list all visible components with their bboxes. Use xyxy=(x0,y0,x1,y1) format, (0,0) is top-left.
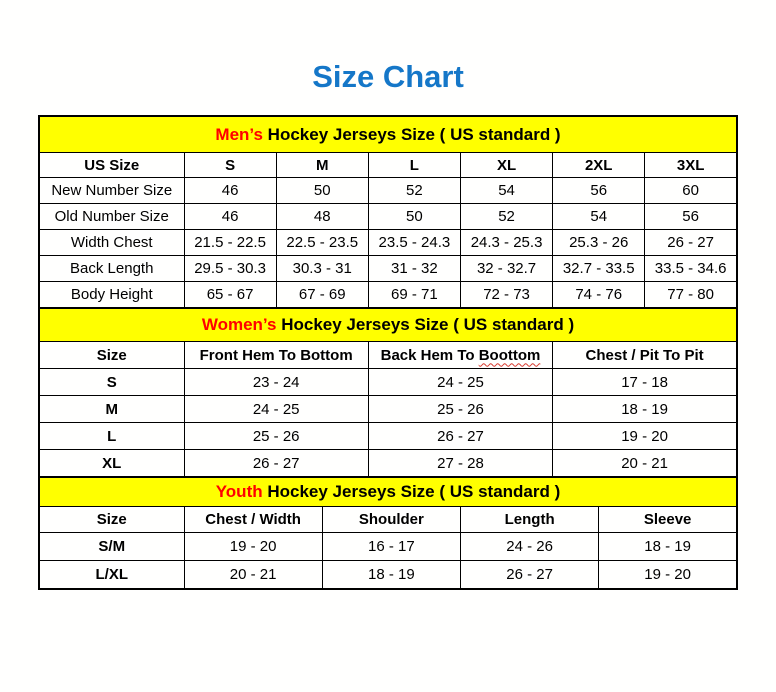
table-row xyxy=(39,450,737,478)
table-row xyxy=(39,561,737,590)
size-value-cell: 22.5 - 23.5 xyxy=(276,230,368,256)
size-value-cell: 32 - 32.7 xyxy=(460,256,552,282)
table-row xyxy=(39,369,737,396)
section-heading-text: Hockey Jerseys Size ( US standard ) xyxy=(276,315,575,334)
size-value-cell: 67 - 69 xyxy=(276,282,368,309)
column-header: Sleeve xyxy=(599,507,737,533)
size-value-cell: 27 - 28 xyxy=(368,450,552,478)
section-name-highlight: Men’s xyxy=(215,124,263,144)
column-header: 2XL xyxy=(553,153,645,178)
size-value-cell: 24.3 - 25.3 xyxy=(460,230,552,256)
size-value-cell: 19 - 20 xyxy=(599,561,737,590)
size-value-cell: 29.5 - 30.3 xyxy=(184,256,276,282)
size-value-cell: 26 - 27 xyxy=(368,423,552,450)
size-value-cell: 74 - 76 xyxy=(553,282,645,309)
row-label: S/M xyxy=(39,533,184,561)
size-value-cell: 26 - 27 xyxy=(645,230,737,256)
row-label: Width Chest xyxy=(39,230,184,256)
column-header: Size xyxy=(39,507,184,533)
size-value-cell: 52 xyxy=(460,204,552,230)
section-heading-text: Hockey Jerseys Size ( US standard ) xyxy=(262,124,561,144)
size-value-cell: 72 - 73 xyxy=(460,282,552,309)
size-value-cell: 30.3 - 31 xyxy=(276,256,368,282)
size-value-cell: 50 xyxy=(276,178,368,204)
column-header: US Size xyxy=(39,153,184,178)
size-value-cell: 31 - 32 xyxy=(368,256,460,282)
size-table-women xyxy=(38,307,738,478)
section-name-highlight: Youth xyxy=(215,482,263,501)
size-value-cell: 52 xyxy=(368,178,460,204)
section-banner-women xyxy=(39,308,737,342)
size-value-cell: 25 - 26 xyxy=(184,423,368,450)
row-label: Back Length xyxy=(39,256,184,282)
row-label: M xyxy=(39,396,184,423)
column-header: 3XL xyxy=(645,153,737,178)
table-row xyxy=(39,423,737,450)
size-value-cell: 18 - 19 xyxy=(553,396,737,423)
column-header xyxy=(368,342,552,369)
size-value-cell: 18 - 19 xyxy=(599,533,737,561)
size-value-cell: 56 xyxy=(645,204,737,230)
section-heading-text: Hockey Jerseys Size ( US standard ) xyxy=(262,482,561,501)
size-value-cell: 24 - 26 xyxy=(461,533,599,561)
size-value-cell: 54 xyxy=(553,204,645,230)
size-value-cell: 24 - 25 xyxy=(184,396,368,423)
size-value-cell: 46 xyxy=(184,204,276,230)
size-table-youth xyxy=(38,476,738,590)
section-name-highlight: Women’s xyxy=(201,315,277,334)
table-row xyxy=(39,230,737,256)
row-label: New Number Size xyxy=(39,178,184,204)
size-value-cell: 17 - 18 xyxy=(553,369,737,396)
size-value-cell: 23.5 - 24.3 xyxy=(368,230,460,256)
column-header-text: Back Hem To xyxy=(380,346,479,364)
column-header: M xyxy=(276,153,368,178)
size-value-cell: 60 xyxy=(645,178,737,204)
misspelled-word: Boottom xyxy=(478,346,541,364)
column-header: L xyxy=(368,153,460,178)
table-row xyxy=(39,256,737,282)
section-banner-men xyxy=(39,116,737,153)
column-header: Chest / Width xyxy=(184,507,322,533)
column-header: XL xyxy=(460,153,552,178)
column-header: S xyxy=(184,153,276,178)
size-value-cell: 25 - 26 xyxy=(368,396,552,423)
size-value-cell: 32.7 - 33.5 xyxy=(553,256,645,282)
size-table-men xyxy=(38,115,738,309)
size-value-cell: 19 - 20 xyxy=(184,533,322,561)
size-chart-tables xyxy=(38,115,738,590)
size-value-cell: 20 - 21 xyxy=(553,450,737,478)
table-row xyxy=(39,282,737,309)
table-row xyxy=(39,396,737,423)
column-header: Chest / Pit To Pit xyxy=(553,342,737,369)
size-value-cell: 46 xyxy=(184,178,276,204)
row-label: L xyxy=(39,423,184,450)
size-value-cell: 65 - 67 xyxy=(184,282,276,309)
size-value-cell: 54 xyxy=(460,178,552,204)
size-value-cell: 18 - 19 xyxy=(322,561,460,590)
size-value-cell: 26 - 27 xyxy=(461,561,599,590)
size-value-cell: 19 - 20 xyxy=(553,423,737,450)
row-label: L/XL xyxy=(39,561,184,590)
column-header: Size xyxy=(39,342,184,369)
size-value-cell: 23 - 24 xyxy=(184,369,368,396)
table-row xyxy=(39,533,737,561)
row-label: Old Number Size xyxy=(39,204,184,230)
page-title: Size Chart xyxy=(312,59,464,94)
size-value-cell: 48 xyxy=(276,204,368,230)
size-value-cell: 56 xyxy=(553,178,645,204)
size-value-cell: 16 - 17 xyxy=(322,533,460,561)
section-banner-youth xyxy=(39,477,737,507)
size-value-cell: 20 - 21 xyxy=(184,561,322,590)
column-header: Length xyxy=(461,507,599,533)
row-label: XL xyxy=(39,450,184,478)
row-label: S xyxy=(39,369,184,396)
size-value-cell: 26 - 27 xyxy=(184,450,368,478)
size-value-cell: 33.5 - 34.6 xyxy=(645,256,737,282)
size-value-cell: 21.5 - 22.5 xyxy=(184,230,276,256)
size-value-cell: 69 - 71 xyxy=(368,282,460,309)
size-value-cell: 25.3 - 26 xyxy=(553,230,645,256)
size-value-cell: 77 - 80 xyxy=(645,282,737,309)
table-row xyxy=(39,204,737,230)
table-row xyxy=(39,178,737,204)
size-value-cell: 50 xyxy=(368,204,460,230)
column-header: Shoulder xyxy=(322,507,460,533)
column-header: Front Hem To Bottom xyxy=(184,342,368,369)
size-value-cell: 24 - 25 xyxy=(368,369,552,396)
row-label: Body Height xyxy=(39,282,184,309)
